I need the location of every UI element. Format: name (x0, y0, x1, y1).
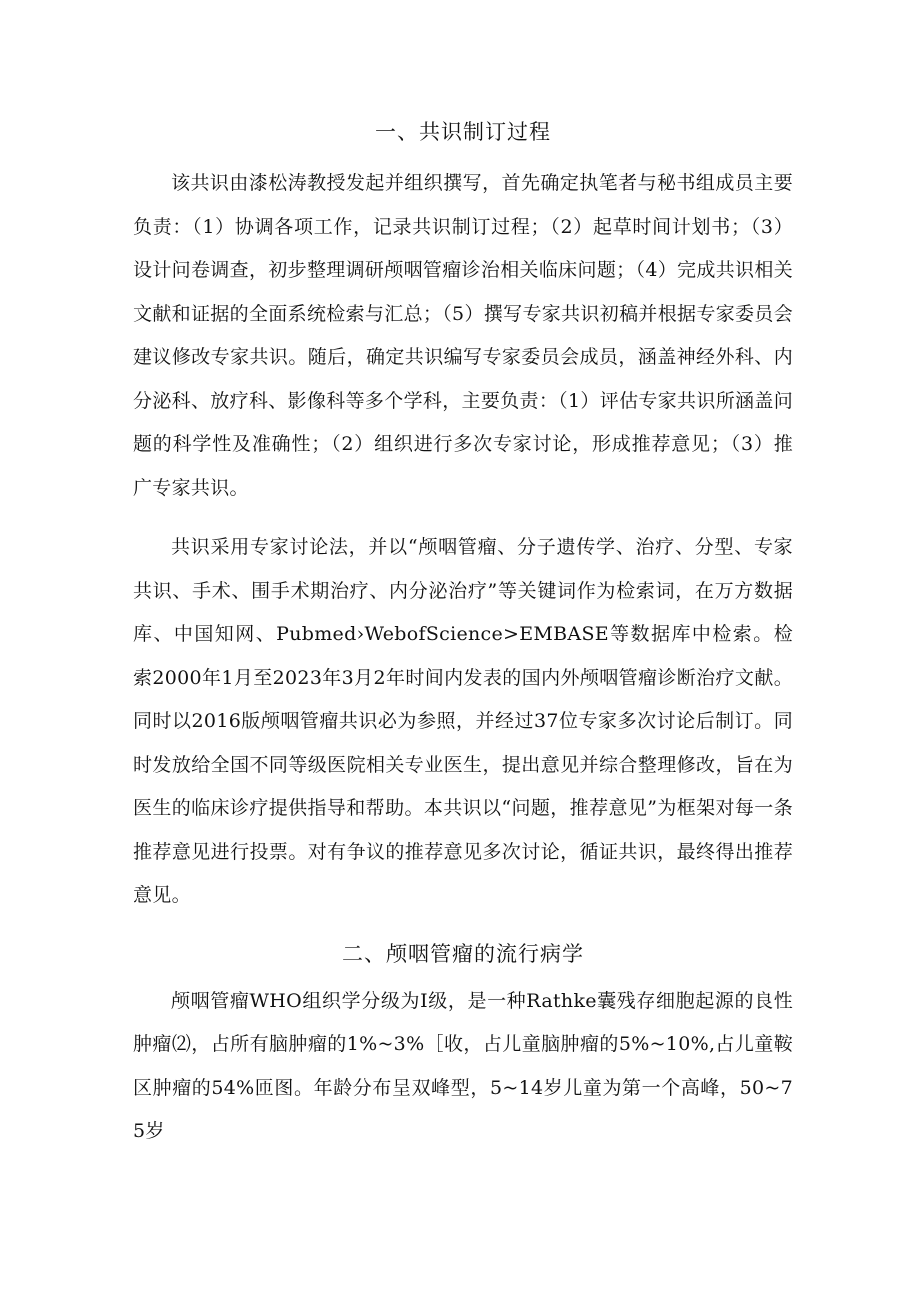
section-heading: 二、颅咽管瘤的流行病学 (342, 941, 584, 966)
section-heading: 一、共识制订过程 (375, 120, 551, 144)
paragraph: 颅咽管瘤WHO组织学分级为I级，是一种Rathke囊残存细胞起源的良性肿瘤⑵，占所有脑肿瘤的1%~3%［收，占儿童脑肿瘤的5%~10%,占儿童鞍区肿瘤的54%匝图。年龄分布呈双峰型，5~14岁儿童为第一个高峰，50~75岁 (133, 989, 793, 1142)
paragraph: 该共识由漆松涛教授发起并组织撰写，首先确定执笔者与秘书组成员主要负责：（1）协调各项工作，记录共识制订过程；（2）起草时间计划书；（3）设计问卷调查，初步整理调研颅咽管瘤诊治相关临床问题；（4）完成共识相关文献和证据的全面系统检索与汇总；（5）撰写专家共识初稿并根据专家委员会建议修改专家共识。随后，确定共识编写专家委员会成员，涵盖神经外科、内分泌科、放疗科、影像科等多个学科，主要负责：（1）评估专家共识所涵盖问题的科学性及准确性；（2）组织进行多次专家讨论，形成推荐意见；（3）推广专家共识。 (133, 172, 793, 499)
paragraph: 共识采用专家讨论法，并以“颅咽管瘤、分子遗传学、治疗、分型、专家共识、手术、围手术期治疗、内分泌治疗”等关键词作为检索词，在万方数据库、中国知网、Pubmed›WebofScience>EMBASE等数据库中检索。检索2000年1月至2023年3月2年时间内发表的国内外颅咽管瘤诊断治疗文献。同时以2016版颅咽管瘤共识必为参照，并经过37位专家多次讨论后制订。同时发放给全国不同等级医院相关专业医生，提出意见并综合整理修改，旨在为医生的临床诊疗提供指导和帮助。本共识以“问题，推荐意见”为框架对每一条推荐意见进行投票。对有争议的推荐意见多次讨论，循证共识，最终得出推荐意见。 (133, 536, 793, 906)
section-consensus-process (133, 112, 793, 918)
document-body (133, 112, 793, 1154)
section-epidemiology (133, 934, 793, 1154)
